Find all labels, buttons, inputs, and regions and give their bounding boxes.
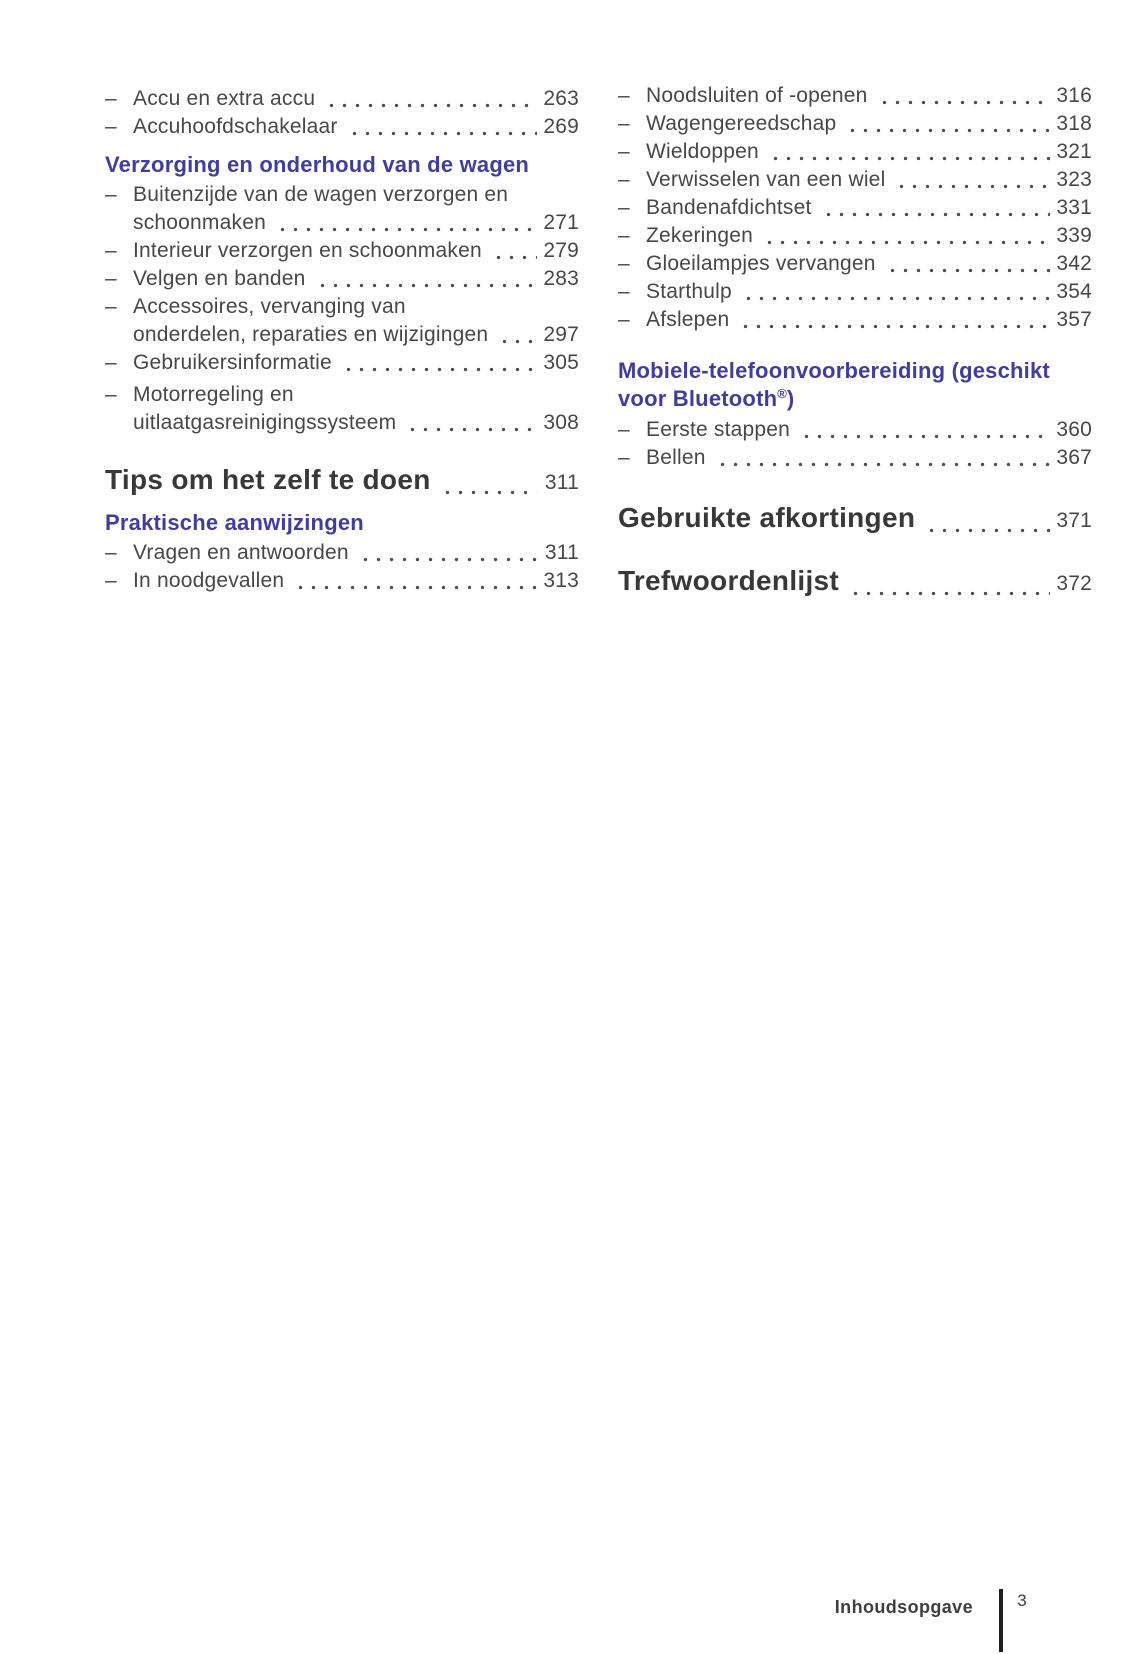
toc-entry-label: onderdelen, reparaties en wijzigingen [133, 323, 489, 346]
heading-text-part: ) [786, 386, 795, 411]
toc-entry-page: 308 [543, 411, 579, 434]
section-heading-blue-continuation [618, 385, 1092, 416]
dash-bullet: – [105, 383, 117, 406]
section-heading-major [618, 564, 1092, 601]
dot-leader [294, 585, 537, 590]
dot-leader [498, 339, 537, 344]
toc-entry-label: Accessoires, vervanging van [133, 295, 406, 318]
heading-text-part: voor Bluetooth [618, 386, 778, 411]
toc-entry-label: Motorregeling en [133, 383, 294, 406]
toc-entry-row [105, 293, 579, 321]
toc-entry-label: Bellen [646, 446, 706, 469]
dash-bullet: – [618, 418, 630, 441]
toc-entry-row [618, 250, 1092, 278]
dot-leader [276, 227, 537, 232]
footer-section-label: Inhoudsopgave [834, 1597, 973, 1617]
toc-entry-label: Bandenafdichtset [646, 196, 812, 219]
dot-leader [348, 131, 537, 136]
toc-entry-label: Verwisselen van een wiel [646, 168, 886, 191]
dot-leader [492, 255, 537, 260]
toc-entry-row [618, 138, 1092, 166]
footer-page-number: 3 [1017, 1591, 1027, 1610]
toc-entry-row [618, 110, 1092, 138]
dash-bullet: – [105, 295, 117, 318]
dash-bullet: – [618, 168, 630, 191]
section-heading-blue-label: Praktische aanwijzingen [105, 510, 364, 535]
dot-leader [846, 128, 1050, 133]
dash-bullet: – [105, 115, 117, 138]
dash-bullet: – [105, 267, 117, 290]
toc-entry-page: 354 [1056, 280, 1092, 303]
toc-entry-row [618, 194, 1092, 222]
dot-leader [742, 296, 1050, 301]
dash-bullet: – [618, 224, 630, 247]
dot-leader [878, 100, 1050, 105]
toc-entry-continuation-row [105, 409, 579, 437]
toc-entry-label: Buitenzijde van de wagen verzorgen en [133, 183, 509, 206]
registered-trademark-symbol: ® [777, 386, 787, 401]
dot-leader [763, 240, 1050, 245]
dash-bullet: – [618, 112, 630, 135]
toc-entry-label: Zekeringen [646, 224, 754, 247]
toc-entry-row [105, 349, 579, 377]
toc-entry-page: 342 [1056, 252, 1092, 275]
dot-leader [895, 184, 1050, 189]
dash-bullet: – [105, 541, 117, 564]
toc-entry-row [618, 416, 1092, 444]
dash-bullet: – [105, 87, 117, 110]
toc-entry-page: 357 [1056, 308, 1092, 331]
dash-bullet: – [105, 183, 117, 206]
toc-entry-continuation-row [105, 321, 579, 349]
toc-entry-row [618, 306, 1092, 334]
dot-leader [716, 462, 1050, 467]
section-heading-blue-label: Verzorging en onderhoud van de wagen [105, 152, 530, 177]
footer-divider [999, 1589, 1003, 1652]
dot-leader [342, 367, 537, 372]
toc-column-right [618, 82, 1092, 601]
section-heading-major-label: Trefwoordenlijst [618, 565, 840, 596]
dash-bullet: – [618, 308, 630, 331]
toc-entry-label: Gloeilampjes vervangen [646, 252, 876, 275]
dot-leader [886, 268, 1050, 273]
dash-bullet: – [618, 84, 630, 107]
toc-entry-row [105, 237, 579, 265]
toc-entry-page: 311 [544, 541, 579, 564]
toc-entry-page: 339 [1056, 224, 1092, 247]
toc-entry-label: schoonmaken [133, 211, 266, 234]
toc-entry-row [618, 278, 1092, 306]
toc-entry-page: 372 [1056, 572, 1092, 595]
toc-entry-row [618, 222, 1092, 250]
toc-entry-row [618, 444, 1092, 472]
toc-entry-page: 263 [543, 87, 579, 110]
toc-entry-row [618, 82, 1092, 110]
toc-entry-label: Accu en extra accu [133, 87, 316, 110]
dot-leader [406, 427, 537, 432]
dot-leader [800, 434, 1050, 439]
toc-entry-row [105, 539, 579, 567]
dash-bullet: – [618, 280, 630, 303]
toc-entry-page: 323 [1056, 168, 1092, 191]
toc-entry-label: Eerste stappen [646, 418, 791, 441]
dash-bullet: – [618, 140, 630, 163]
section-heading-blue-label [618, 385, 794, 416]
section-heading-blue [618, 357, 1092, 385]
toc-entry-label: In noodgevallen [133, 569, 285, 592]
toc-entry-page: 311 [544, 471, 579, 494]
toc-entry-page: 360 [1056, 418, 1092, 441]
dot-leader [325, 103, 537, 108]
toc-entry-page: 279 [543, 239, 579, 262]
dash-bullet: – [618, 196, 630, 219]
dot-leader [849, 591, 1050, 596]
dash-bullet: – [105, 351, 117, 374]
section-heading-major-label: Tips om het zelf te doen [105, 464, 431, 495]
dot-leader [359, 557, 537, 562]
toc-entry-page: 313 [543, 569, 579, 592]
toc-entry-page: 367 [1056, 446, 1092, 469]
dot-leader [822, 212, 1051, 217]
toc-entry-label: Starthulp [646, 280, 732, 303]
dot-leader [769, 156, 1050, 161]
toc-entry-page: 269 [543, 115, 579, 138]
section-heading-blue [105, 509, 579, 537]
toc-entry-row [105, 381, 579, 409]
toc-entry-page: 297 [543, 323, 579, 346]
toc-entry-page: 321 [1056, 140, 1092, 163]
toc-entry-label: Accuhoofdschakelaar [133, 115, 338, 138]
toc-entry-row [105, 567, 579, 595]
dot-leader [739, 324, 1050, 329]
section-heading-major-label: Gebruikte afkortingen [618, 502, 916, 533]
toc-entry-label: uitlaatgasreinigingssysteem [133, 411, 397, 434]
toc-entry-row [105, 181, 579, 209]
toc-entry-page: 271 [543, 211, 579, 234]
toc-entry-page: 316 [1056, 84, 1092, 107]
toc-entry-row [105, 265, 579, 293]
toc-entry-row [618, 166, 1092, 194]
section-heading-blue [105, 151, 579, 179]
toc-entry-page: 305 [543, 351, 579, 374]
dot-leader [316, 283, 537, 288]
toc-column-left [105, 85, 579, 595]
toc-entry-row [105, 85, 579, 113]
toc-entry-label: Vragen en antwoorden [133, 541, 349, 564]
section-heading-major [618, 501, 1092, 538]
toc-entry-label: Velgen en banden [133, 267, 306, 290]
dash-bullet: – [618, 252, 630, 275]
toc-entry-label: Interieur verzorgen en schoonmaken [133, 239, 482, 262]
dot-leader [925, 528, 1050, 533]
dash-bullet: – [105, 569, 117, 592]
toc-entry-label: Wieldoppen [646, 140, 759, 163]
toc-entry-page: 318 [1056, 112, 1092, 135]
toc-entry-row [105, 113, 579, 141]
toc-entry-page: 331 [1056, 196, 1092, 219]
toc-entry-label: Afslepen [646, 308, 730, 331]
section-heading-blue-label: Mobiele-telefoonvoorbereiding (geschikt [618, 358, 1050, 383]
dash-bullet: – [618, 446, 630, 469]
dash-bullet: – [105, 239, 117, 262]
section-heading-major [105, 463, 579, 500]
toc-entry-continuation-row [105, 209, 579, 237]
toc-entry-label: Gebruikersinformatie [133, 351, 332, 374]
toc-entry-page: 283 [543, 267, 579, 290]
toc-entry-label: Wagengereedschap [646, 112, 837, 135]
toc-entry-label: Noodsluiten of -openen [646, 84, 868, 107]
toc-entry-page: 371 [1056, 509, 1092, 532]
dot-leader [441, 490, 537, 495]
